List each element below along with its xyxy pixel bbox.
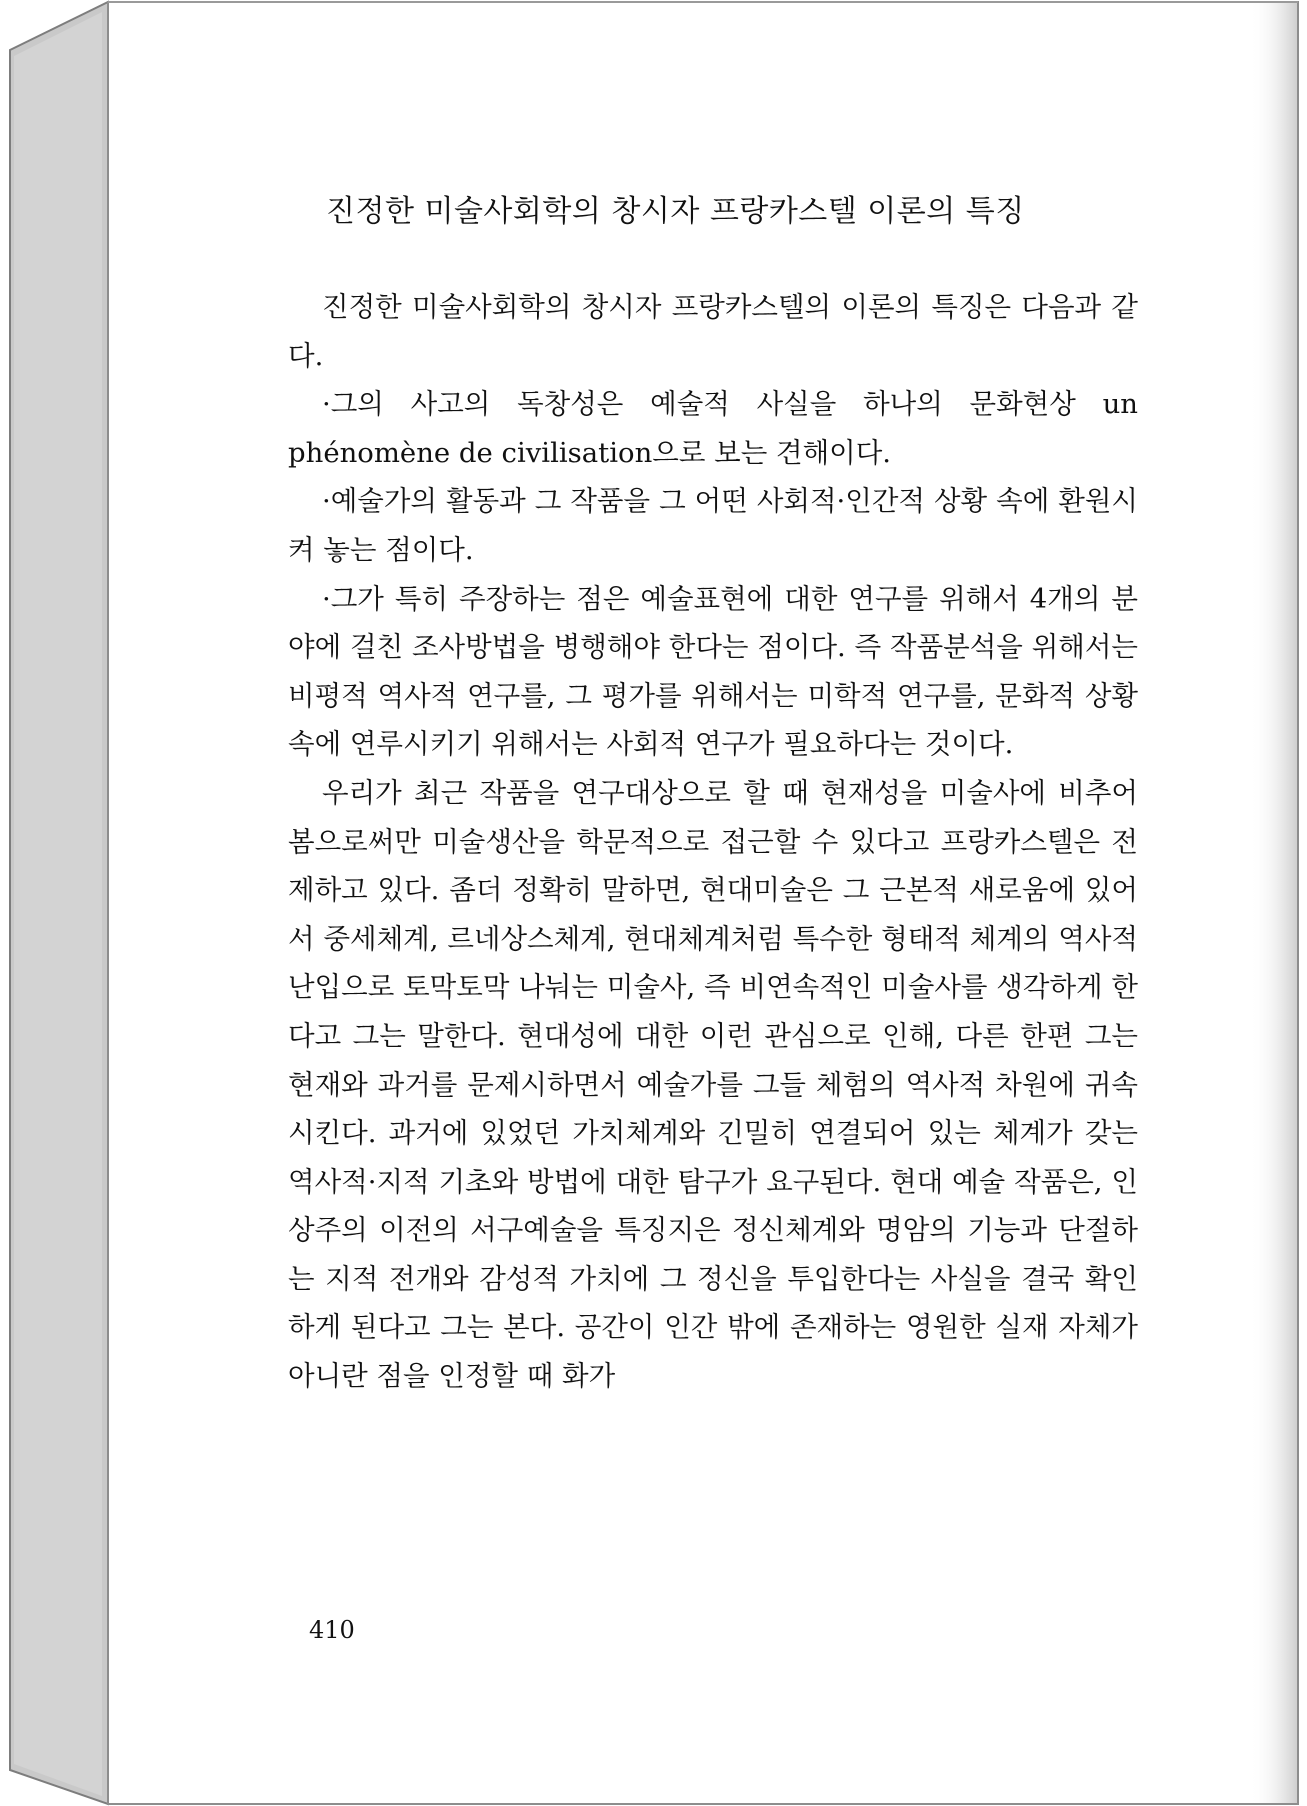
- paragraph-body: 우리가 최근 작품을 연구대상으로 할 때 현재성을 미술사에 비추어 봄으로써만 미술생산을 학문적으로 접근할 수 있다고 프랑카스텔은 전제하고 있다. 좀더 정확히 말하면, 현대미술은 그 근본적 새로움에 있어서 중세체계, 르네상스체계, 현대체계처럼 특수한 형태적 체계의 역사적 난입으로 토막토막 나눠는 미술사, 즉 비연속적인 미술사를 생각하게 한다고 그는 말한다. 현대성에 대한 이런 관심으로 인해, 다른 한편 그는 현재와 과거를 문제시하면서 예술가를 그들 체험의 역사적 차원에 귀속시킨다. 과거에 있었던 가치체계와 긴밀히 연결되어 있는 체계가 갖는 역사적·지적 기초와 방법에 대한 탐구가 요구된다. 현대 예술 작품은, 인상주의 이전의 서구예술을 특징지은 정신체계와 명암의 기능과 단절하는 지적 전개와 감성적 가치에 그 정신을 투입한다는 사실을 결국 확인하게 된다고 그는 본다. 공간이 인간 밖에 존재하는 영원한 실재 자체가 아니란 점을 인정할 때 화가: [288, 776, 1138, 1393]
- paragraph-bullet-3: ·그가 특히 주장하는 점은 예술표현에 대한 연구를 위해서 4개의 분야에 걸친 조사방법을 병행해야 한다는 점이다. 즉 작품분석을 위해서는 비평적 역사적 연구를, 그 평가를 위해서는 미학적 연구를, 문화적 상황 속에 연루시키기 위해서는 사회적 연구가 필요하다는 것이다.: [288, 582, 1138, 761]
- book-spine-highlight: [14, 12, 102, 1796]
- paragraph-intro: 진정한 미술사회학의 창시자 프랑카스텔의 이론의 특징은 다음과 같다.: [288, 291, 1138, 372]
- section-title: 진정한 미술사회학의 창시자 프랑카스텔 이론의 특징: [326, 194, 1025, 229]
- page-right-shadow: [1250, 3, 1297, 1803]
- paragraph-bullet-2: ·예술가의 활동과 그 작품을 그 어떤 사회적·인간적 상황 속에 환원시켜 놓는 점이다.: [288, 485, 1138, 566]
- page-content: [288, 190, 1138, 1401]
- page-number: 410: [309, 1616, 355, 1644]
- paragraph-bullet-1: ·그의 사고의 독창성은 예술적 사실을 하나의 문화현상 un phénomène de civilisation으로 보는 견해이다.: [288, 388, 1138, 469]
